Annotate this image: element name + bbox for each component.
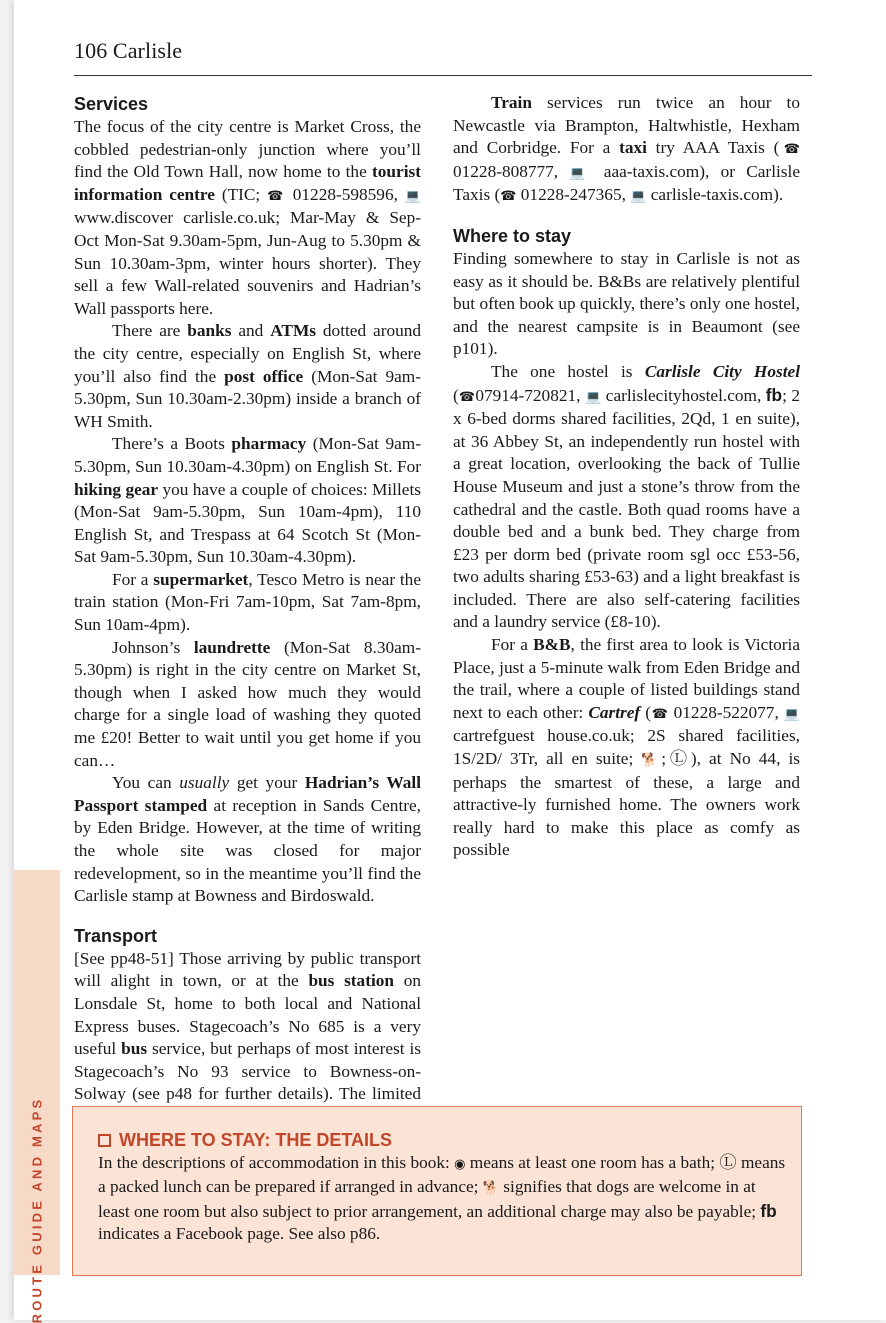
details-box-text: In the descriptions of accommodation in this book: ◉ means at least one room has a bath; Ⓛ means a packed lunch can be prepared if arranged in advance; 🐕 signifies that dogs are welcome in at least one room but also subject to prior arrangement, an additional charge may also be payable; fb indicates a Facebook page. See also p86.: [98, 1153, 786, 1244]
computer-icon: 💻: [783, 705, 801, 721]
services-paragraph-6: You can usually get your Hadrian’s Wall Passport stamped at reception in Sands Centre, by Eden Bridge. However, at the time of writing the whole site was closed for major redevelopment, so in the meantime you’ll find the Carlisle stamp at Bowness and Birdoswald.: [74, 773, 421, 906]
details-box: [72, 1106, 802, 1276]
where-to-stay-paragraph-2: The one hostel is Carlisle City Hostel (☎07914-720821, 💻 carlislecityhostel.com, fb; 2 x 6-bed dorms shared facilities, 2Qd, 1 en suite), at 36 Abbey St, an independently run hostel with a great location, overlooking the back of Tullie House Museum and just a stone’s throw from the cathedral and the castle. Both quad rooms have a double bed and a bunk bed. They charge from £23 per dorm bed (private room sgl occ £53-56, two adults sharing £53-63) and a light breakfast is included. There are also self-catering facilities and a laundry service (£8-10).: [453, 361, 801, 632]
running-header: [74, 38, 182, 64]
header-rule: [74, 75, 812, 76]
where-to-stay-paragraph-1: Finding somewhere to stay in Carlisle is not as easy as it should be. B&Bs are relatively plentiful but often book up quickly, there’s only one hostel, and the nearest campsite is in Beaumont (see p101).: [453, 248, 800, 359]
phone-icon: ☎: [267, 187, 286, 203]
details-box-title: WHERE TO STAY: THE DETAILS: [98, 1129, 788, 1152]
services-paragraph-4: For a supermarket, Tesco Metro is near the train station (Mon-Fri 7am-10pm, Sat 7am-8pm, Sun 10am-4pm).: [74, 569, 421, 635]
computer-icon: 💻: [584, 388, 602, 404]
where-to-stay-paragraph-3: For a B&B, the first area to look is Victoria Place, just a 5-minute walk from Eden Bridge and the trail, where a couple of listed buildings stand next to each other: Cartref (☎ 01228-522077, 💻 cartrefguest house.co.uk; 2S shared facilities, 1S/2D/ 3Tr, all en suite; 🐕;Ⓛ), at No 44, is perhaps the smartest of these, a large and attractive-ly furnished home. The owners work really hard to make this place as comfy as possible: [453, 635, 801, 860]
book-page: [14, 0, 886, 1323]
services-heading: Services: [74, 94, 149, 114]
computer-icon: 💻: [569, 164, 593, 180]
transport-paragraph-2: Train services run twice an hour to Newcastle via Brampton, Haltwhistle, Hexham and Corbridge. For a taxi try AAA Taxis (☎ 01228-808777, 💻 aaa-taxis.com), or Carlisle Taxis (☎ 01228-247365, 💻 carlisle-taxis.com).: [453, 93, 800, 205]
where-to-stay-heading: Where to stay: [453, 225, 572, 246]
phone-icon: ☎: [500, 188, 517, 204]
chapter-title: Carlisle: [112, 38, 183, 63]
services-paragraph-5: Johnson’s laundrette (Mon-Sat 8.30am-5.30pm) is right in the city centre on Market St, though when I asked how much they would charge for a single load of washing they quoted me £20! Better to wait until you get home if you can…: [74, 637, 421, 770]
bath-icon: ◉: [454, 1156, 466, 1171]
left-column: [74, 92, 421, 1129]
services-paragraph-2: There are banks and ATMs dotted around the city centre, especially on English St, where you’ll also find the post office (Mon-Sat 9am-5.30pm, Sun 10.30am-2.30pm) inside a branch of WH Smith.: [74, 321, 422, 431]
phone-icon: ☎: [779, 141, 800, 157]
services-paragraph-1: The focus of the city centre is Market Cross, the cobbled pedestrian-only junction where you’ll find the Old Town Hall, now home to the tourist information centre (TIC; ☎ 01228-598596, 💻 www.discover carlisle.co.uk; Mar-May & Sep-Oct Mon-Sat 9.30am-5pm, Jun-Aug to 5.30pm & Sun 10.30am-3pm, winter hours shorter). They sell a few Wall-related souvenirs and Hadrian’s Wall passports here.: [74, 117, 421, 318]
phone-icon: ☎: [458, 388, 476, 404]
lunch-icon: Ⓛ: [719, 1153, 737, 1172]
computer-icon: 💻: [404, 187, 421, 203]
checkbox-icon: [98, 1134, 111, 1147]
dog-icon: 🐕: [641, 752, 662, 768]
right-column: [453, 92, 800, 862]
lunch-icon: Ⓛ: [666, 749, 691, 769]
dog-icon: 🐕: [482, 1179, 499, 1195]
phone-icon: ☎: [650, 705, 669, 721]
facebook-mark: fb: [765, 384, 783, 405]
services-paragraph-3: There’s a Boots pharmacy (Mon-Sat 9am-5.30pm, Sun 10.30am-4.30pm) on English St. For hiking gear you have a couple of choices: Millets (Mon-Sat 9am-5.30pm, Sun 10am-4pm), 110 English St, and Trespass at 64 Scotch St (Mon-Sat 9am-5.30pm, Sun 10.30am-4.30pm).: [74, 434, 421, 567]
computer-icon: 💻: [630, 188, 647, 204]
transport-paragraph-1: [See pp48-51] Those arriving by public transport will alight in town, or at the bus station on Lonsdale St, home to both local and National Express buses. Stagecoach’s No 685 is a very useful bus service, but perhaps of most interest is Stagecoach’s No 93 service to Bowness-on-Solway (see p48 for further details). The limited: [74, 948, 421, 1104]
page-number: 106: [74, 38, 108, 63]
side-tab-label: ROUTE GUIDE AND MAPS: [29, 1096, 45, 1323]
transport-heading: Transport: [74, 925, 158, 946]
facebook-mark: fb: [760, 1200, 777, 1221]
